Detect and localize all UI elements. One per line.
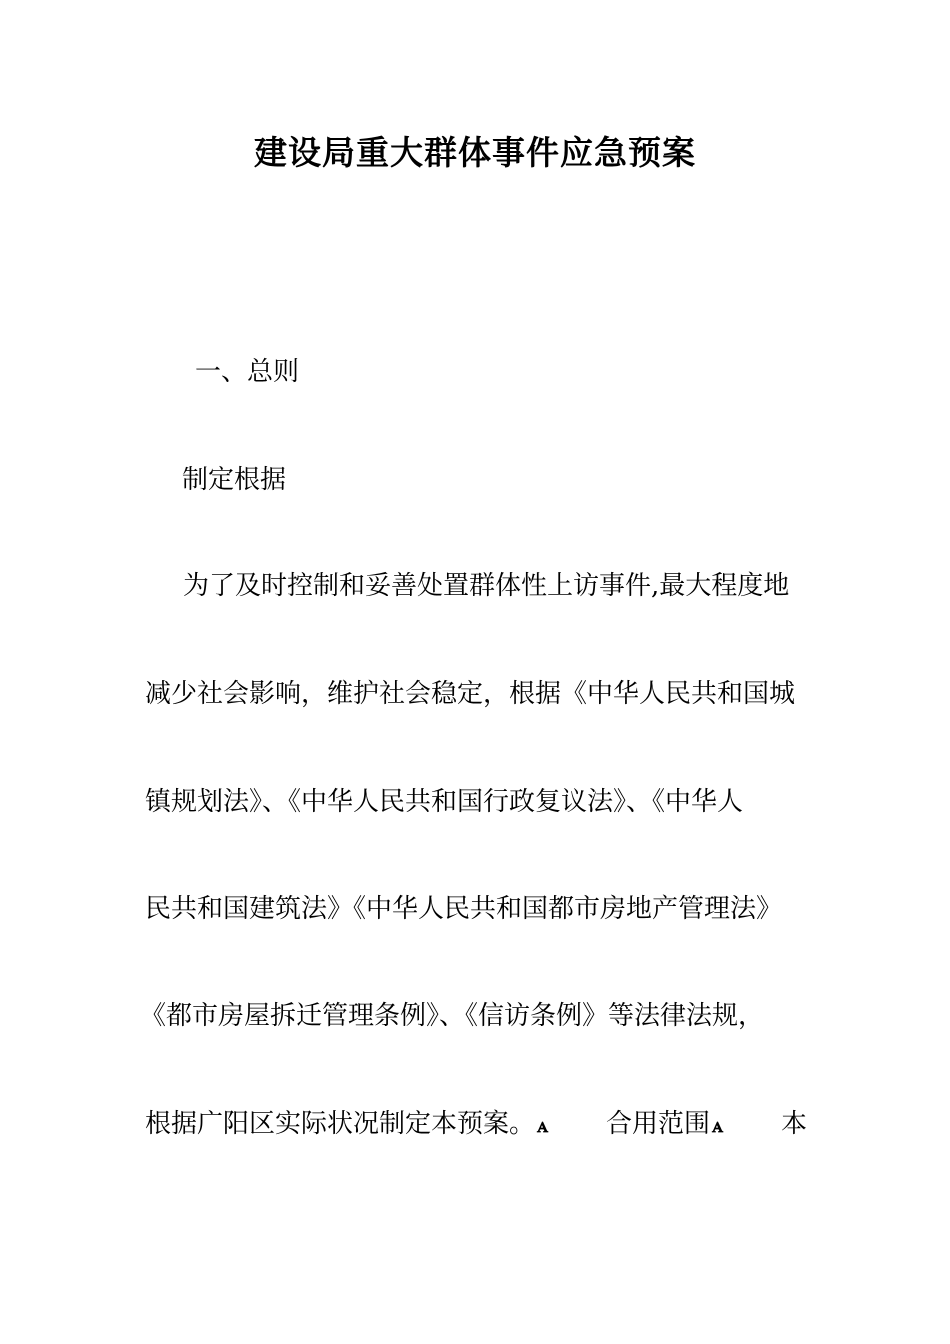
line-6-text-a: 根据广阳区实际状况制定本预案。 [145, 1109, 536, 1139]
bullet-mark-icon: ꭺ [712, 1112, 724, 1138]
line-6-text-c: 本 [780, 1109, 807, 1139]
line-6-segment-b [606, 1106, 723, 1143]
line-6-segment-a [145, 1106, 548, 1143]
subheading: 制定根据 [182, 465, 287, 495]
paragraph-line-5: 《都市房屋拆迁管理条例》、《信访条例》等法律法规， [140, 1001, 765, 1031]
paragraph-line-1: 为了及时控制和妥善处置群体性上访事件,最大程度地 [183, 571, 790, 601]
bullet-mark-icon: ꭺ [537, 1112, 549, 1138]
section-heading: 一、总则 [195, 357, 300, 387]
paragraph-line-2: 减少社会影响，维护社会稳定，根据《中华人民共和国城 [145, 679, 796, 709]
paragraph-line-4: 民共和国建筑法》《中华人民共和国都市房地产管理法》 [145, 894, 783, 924]
document-title: 建设局重大群体事件应急预案 [254, 133, 696, 172]
paragraph-line-6 [145, 1106, 807, 1143]
paragraph-line-3: 镇规划法》、《中华人民共和国行政复议法》、《中华人 [145, 787, 744, 817]
line-6-text-b: 合用范围 [605, 1109, 710, 1139]
